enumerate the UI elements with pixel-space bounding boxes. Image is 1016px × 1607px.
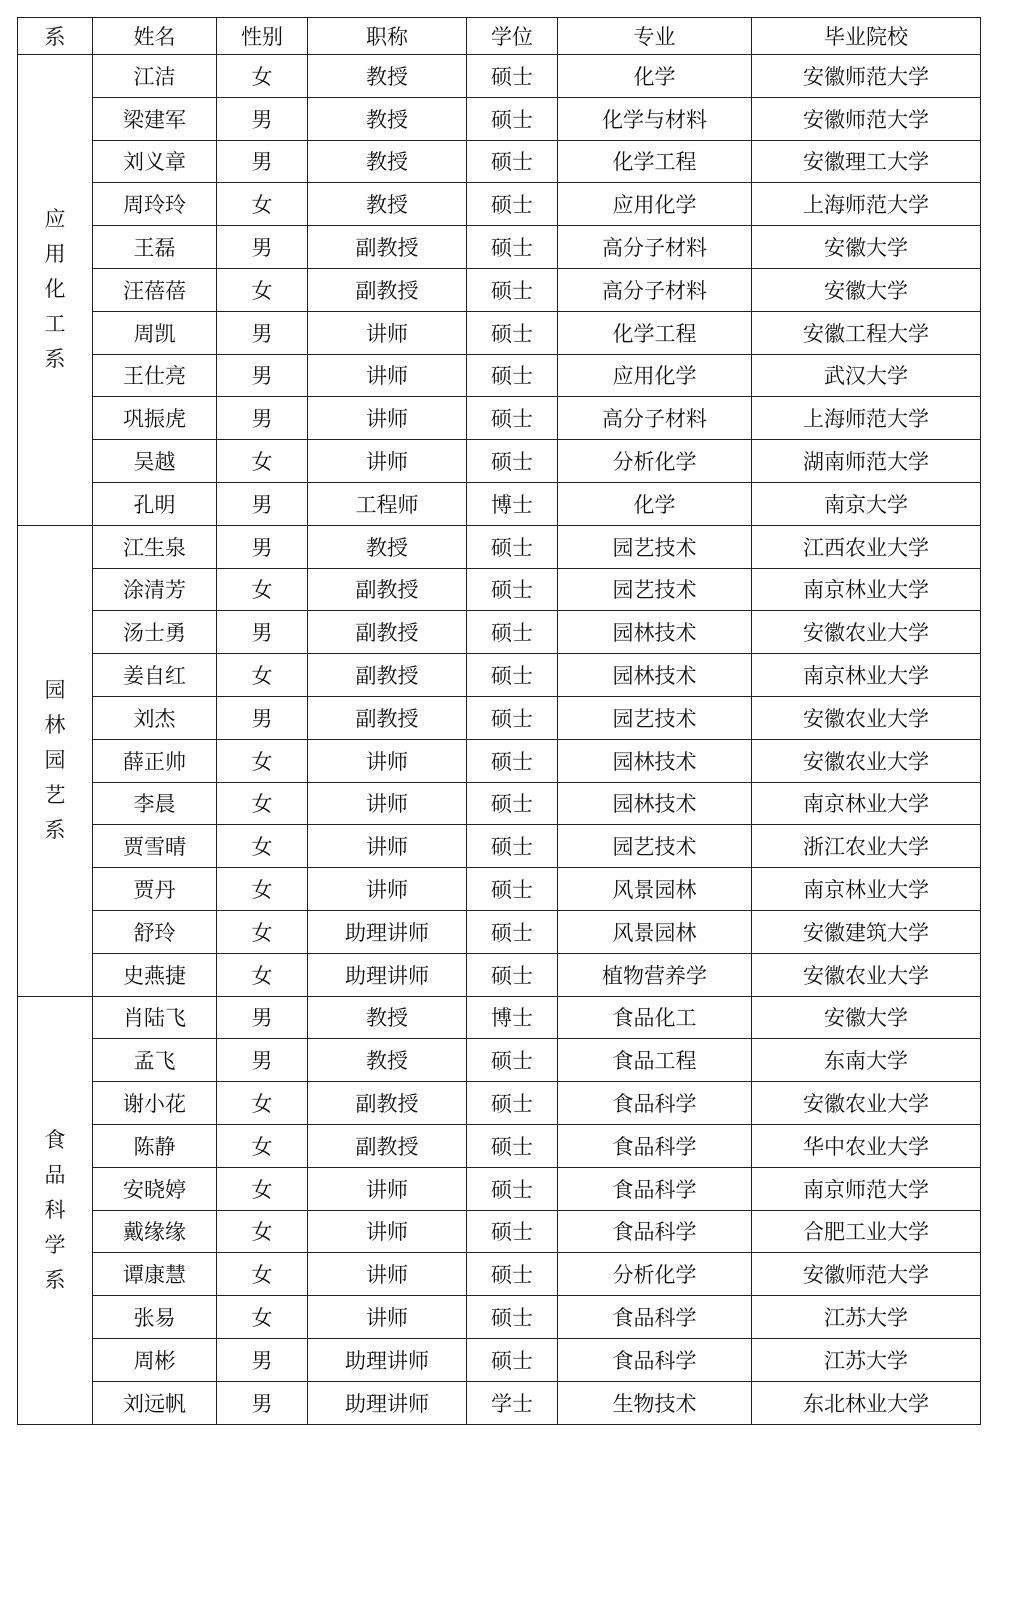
title-cell: 副教授 bbox=[308, 226, 467, 269]
header-degree: 学位 bbox=[467, 18, 558, 55]
gender-cell: 女 bbox=[217, 1210, 308, 1253]
school-cell: 安徽师范大学 bbox=[752, 97, 981, 140]
name-cell: 贾雪晴 bbox=[93, 825, 217, 868]
school-cell: 安徽理工大学 bbox=[752, 140, 981, 183]
major-cell: 食品科学 bbox=[558, 1167, 752, 1210]
school-cell: 安徽大学 bbox=[752, 996, 981, 1039]
title-cell: 讲师 bbox=[308, 397, 467, 440]
major-cell: 分析化学 bbox=[558, 1253, 752, 1296]
table-row bbox=[18, 910, 981, 953]
table-body bbox=[18, 55, 981, 1425]
school-cell: 安徽农业大学 bbox=[752, 611, 981, 654]
degree-cell: 硕士 bbox=[467, 739, 558, 782]
table-row bbox=[18, 868, 981, 911]
name-cell: 张易 bbox=[93, 1296, 217, 1339]
degree-cell: 硕士 bbox=[467, 568, 558, 611]
table-row bbox=[18, 1296, 981, 1339]
department-name-char: 工 bbox=[44, 312, 66, 337]
name-cell: 巩振虎 bbox=[93, 397, 217, 440]
school-cell: 江苏大学 bbox=[752, 1338, 981, 1381]
degree-cell: 硕士 bbox=[467, 611, 558, 654]
gender-cell: 男 bbox=[217, 996, 308, 1039]
title-cell: 讲师 bbox=[308, 440, 467, 483]
degree-cell: 硕士 bbox=[467, 1039, 558, 1082]
title-cell: 副教授 bbox=[308, 1124, 467, 1167]
title-cell: 讲师 bbox=[308, 354, 467, 397]
name-cell: 王磊 bbox=[93, 226, 217, 269]
degree-cell: 硕士 bbox=[467, 268, 558, 311]
name-cell: 刘杰 bbox=[93, 696, 217, 739]
degree-cell: 硕士 bbox=[467, 226, 558, 269]
gender-cell: 女 bbox=[217, 782, 308, 825]
department-name-char: 林 bbox=[44, 713, 66, 738]
major-cell: 风景园林 bbox=[558, 910, 752, 953]
gender-cell: 女 bbox=[217, 1253, 308, 1296]
department-name-char: 艺 bbox=[44, 783, 66, 808]
major-cell: 园林技术 bbox=[558, 654, 752, 697]
name-cell: 谢小花 bbox=[93, 1082, 217, 1125]
school-cell: 上海师范大学 bbox=[752, 183, 981, 226]
school-cell: 安徽师范大学 bbox=[752, 1253, 981, 1296]
title-cell: 讲师 bbox=[308, 1253, 467, 1296]
major-cell: 食品科学 bbox=[558, 1124, 752, 1167]
school-cell: 东南大学 bbox=[752, 1039, 981, 1082]
gender-cell: 女 bbox=[217, 739, 308, 782]
major-cell: 应用化学 bbox=[558, 354, 752, 397]
title-cell: 助理讲师 bbox=[308, 910, 467, 953]
school-cell: 南京师范大学 bbox=[752, 1167, 981, 1210]
table-row bbox=[18, 1167, 981, 1210]
degree-cell: 硕士 bbox=[467, 654, 558, 697]
school-cell: 安徽农业大学 bbox=[752, 953, 981, 996]
degree-cell: 硕士 bbox=[467, 440, 558, 483]
name-cell: 贾丹 bbox=[93, 868, 217, 911]
title-cell: 助理讲师 bbox=[308, 1381, 467, 1424]
gender-cell: 女 bbox=[217, 183, 308, 226]
degree-cell: 硕士 bbox=[467, 1296, 558, 1339]
major-cell: 食品科学 bbox=[558, 1210, 752, 1253]
title-cell: 讲师 bbox=[308, 1296, 467, 1339]
degree-cell: 博士 bbox=[467, 482, 558, 525]
major-cell: 生物技术 bbox=[558, 1381, 752, 1424]
gender-cell: 女 bbox=[217, 910, 308, 953]
department-name-char: 食 bbox=[44, 1127, 66, 1152]
school-cell: 华中农业大学 bbox=[752, 1124, 981, 1167]
school-cell: 安徽建筑大学 bbox=[752, 910, 981, 953]
school-cell: 安徽师范大学 bbox=[752, 55, 981, 98]
gender-cell: 女 bbox=[217, 1082, 308, 1125]
name-cell: 周凯 bbox=[93, 311, 217, 354]
degree-cell: 硕士 bbox=[467, 397, 558, 440]
gender-cell: 男 bbox=[217, 611, 308, 654]
title-cell: 副教授 bbox=[308, 568, 467, 611]
name-cell: 吴越 bbox=[93, 440, 217, 483]
degree-cell: 硕士 bbox=[467, 696, 558, 739]
degree-cell: 硕士 bbox=[467, 354, 558, 397]
name-cell: 周玲玲 bbox=[93, 183, 217, 226]
title-cell: 助理讲师 bbox=[308, 1338, 467, 1381]
gender-cell: 女 bbox=[217, 268, 308, 311]
department-name-char: 品 bbox=[44, 1162, 66, 1187]
major-cell: 食品科学 bbox=[558, 1082, 752, 1125]
school-cell: 安徽农业大学 bbox=[752, 739, 981, 782]
gender-cell: 女 bbox=[217, 55, 308, 98]
name-cell: 孟飞 bbox=[93, 1039, 217, 1082]
degree-cell: 硕士 bbox=[467, 953, 558, 996]
title-cell: 教授 bbox=[308, 97, 467, 140]
major-cell: 食品化工 bbox=[558, 996, 752, 1039]
gender-cell: 男 bbox=[217, 354, 308, 397]
department-name-char: 科 bbox=[44, 1197, 66, 1222]
name-cell: 刘远帆 bbox=[93, 1381, 217, 1424]
school-cell: 东北林业大学 bbox=[752, 1381, 981, 1424]
gender-cell: 男 bbox=[217, 525, 308, 568]
major-cell: 园林技术 bbox=[558, 611, 752, 654]
header-name: 姓名 bbox=[93, 18, 217, 55]
table-row bbox=[18, 696, 981, 739]
table-row bbox=[18, 1338, 981, 1381]
name-cell: 安晓婷 bbox=[93, 1167, 217, 1210]
gender-cell: 女 bbox=[217, 568, 308, 611]
gender-cell: 男 bbox=[217, 226, 308, 269]
major-cell: 高分子材料 bbox=[558, 397, 752, 440]
major-cell: 化学工程 bbox=[558, 140, 752, 183]
name-cell: 李晨 bbox=[93, 782, 217, 825]
name-cell: 汤士勇 bbox=[93, 611, 217, 654]
name-cell: 肖陆飞 bbox=[93, 996, 217, 1039]
major-cell: 食品科学 bbox=[558, 1338, 752, 1381]
header-gender: 性别 bbox=[217, 18, 308, 55]
major-cell: 化学 bbox=[558, 482, 752, 525]
gender-cell: 男 bbox=[217, 1039, 308, 1082]
degree-cell: 硕士 bbox=[467, 1338, 558, 1381]
table-row bbox=[18, 482, 981, 525]
table-row bbox=[18, 1381, 981, 1424]
table-row bbox=[18, 611, 981, 654]
major-cell: 园艺技术 bbox=[558, 525, 752, 568]
title-cell: 工程师 bbox=[308, 482, 467, 525]
department-name-char: 园 bbox=[44, 748, 66, 773]
title-cell: 教授 bbox=[308, 525, 467, 568]
name-cell: 王仕亮 bbox=[93, 354, 217, 397]
degree-cell: 硕士 bbox=[467, 55, 558, 98]
department-cell bbox=[18, 996, 93, 1424]
school-cell: 江苏大学 bbox=[752, 1296, 981, 1339]
school-cell: 安徽大学 bbox=[752, 268, 981, 311]
school-cell: 江西农业大学 bbox=[752, 525, 981, 568]
name-cell: 周彬 bbox=[93, 1338, 217, 1381]
table-row bbox=[18, 1082, 981, 1125]
school-cell: 南京林业大学 bbox=[752, 568, 981, 611]
header-school: 毕业院校 bbox=[752, 18, 981, 55]
degree-cell: 硕士 bbox=[467, 1082, 558, 1125]
title-cell: 副教授 bbox=[308, 1082, 467, 1125]
table-row bbox=[18, 440, 981, 483]
table-row bbox=[18, 268, 981, 311]
title-cell: 讲师 bbox=[308, 311, 467, 354]
major-cell: 食品工程 bbox=[558, 1039, 752, 1082]
gender-cell: 男 bbox=[217, 140, 308, 183]
name-cell: 姜自红 bbox=[93, 654, 217, 697]
degree-cell: 硕士 bbox=[467, 1167, 558, 1210]
name-cell: 孔明 bbox=[93, 482, 217, 525]
name-cell: 刘义章 bbox=[93, 140, 217, 183]
degree-cell: 学士 bbox=[467, 1381, 558, 1424]
school-cell: 南京林业大学 bbox=[752, 654, 981, 697]
degree-cell: 硕士 bbox=[467, 311, 558, 354]
title-cell: 助理讲师 bbox=[308, 953, 467, 996]
name-cell: 梁建军 bbox=[93, 97, 217, 140]
title-cell: 讲师 bbox=[308, 739, 467, 782]
title-cell: 教授 bbox=[308, 140, 467, 183]
school-cell: 上海师范大学 bbox=[752, 397, 981, 440]
table-row bbox=[18, 739, 981, 782]
school-cell: 安徽大学 bbox=[752, 226, 981, 269]
school-cell: 安徽工程大学 bbox=[752, 311, 981, 354]
department-name-char: 化 bbox=[44, 277, 66, 302]
name-cell: 江洁 bbox=[93, 55, 217, 98]
table-row bbox=[18, 354, 981, 397]
degree-cell: 博士 bbox=[467, 996, 558, 1039]
major-cell: 高分子材料 bbox=[558, 268, 752, 311]
gender-cell: 男 bbox=[217, 1338, 308, 1381]
school-cell: 安徽农业大学 bbox=[752, 1082, 981, 1125]
name-cell: 史燕捷 bbox=[93, 953, 217, 996]
degree-cell: 硕士 bbox=[467, 1124, 558, 1167]
school-cell: 安徽农业大学 bbox=[752, 696, 981, 739]
degree-cell: 硕士 bbox=[467, 97, 558, 140]
school-cell: 武汉大学 bbox=[752, 354, 981, 397]
table-row bbox=[18, 782, 981, 825]
department-name-char: 园 bbox=[44, 678, 66, 703]
gender-cell: 男 bbox=[217, 696, 308, 739]
major-cell: 应用化学 bbox=[558, 183, 752, 226]
gender-cell: 男 bbox=[217, 311, 308, 354]
header-department: 系 bbox=[18, 18, 93, 55]
major-cell: 风景园林 bbox=[558, 868, 752, 911]
major-cell: 高分子材料 bbox=[558, 226, 752, 269]
gender-cell: 女 bbox=[217, 868, 308, 911]
table-row bbox=[18, 1039, 981, 1082]
department-name bbox=[18, 202, 92, 377]
major-cell: 植物营养学 bbox=[558, 953, 752, 996]
table-row bbox=[18, 140, 981, 183]
table-row bbox=[18, 226, 981, 269]
gender-cell: 男 bbox=[217, 482, 308, 525]
department-name bbox=[18, 673, 92, 848]
major-cell: 分析化学 bbox=[558, 440, 752, 483]
header-title: 职称 bbox=[308, 18, 467, 55]
name-cell: 薛正帅 bbox=[93, 739, 217, 782]
name-cell: 戴缘缘 bbox=[93, 1210, 217, 1253]
title-cell: 讲师 bbox=[308, 782, 467, 825]
header-major: 专业 bbox=[558, 18, 752, 55]
major-cell: 园艺技术 bbox=[558, 696, 752, 739]
major-cell: 园林技术 bbox=[558, 739, 752, 782]
title-cell: 副教授 bbox=[308, 696, 467, 739]
header-row bbox=[18, 18, 981, 55]
gender-cell: 女 bbox=[217, 1124, 308, 1167]
table-row bbox=[18, 1253, 981, 1296]
title-cell: 副教授 bbox=[308, 611, 467, 654]
table-row bbox=[18, 1210, 981, 1253]
title-cell: 讲师 bbox=[308, 1210, 467, 1253]
major-cell: 化学 bbox=[558, 55, 752, 98]
table-row bbox=[18, 183, 981, 226]
department-name-char: 系 bbox=[44, 347, 66, 372]
name-cell: 涂清芳 bbox=[93, 568, 217, 611]
table-row bbox=[18, 825, 981, 868]
school-cell: 南京林业大学 bbox=[752, 782, 981, 825]
gender-cell: 女 bbox=[217, 654, 308, 697]
department-name-char: 应 bbox=[44, 207, 66, 232]
name-cell: 江生泉 bbox=[93, 525, 217, 568]
table-row bbox=[18, 97, 981, 140]
title-cell: 讲师 bbox=[308, 868, 467, 911]
department-name-char: 用 bbox=[44, 242, 66, 267]
title-cell: 教授 bbox=[308, 55, 467, 98]
table-row bbox=[18, 568, 981, 611]
table-row bbox=[18, 55, 981, 98]
title-cell: 教授 bbox=[308, 1039, 467, 1082]
degree-cell: 硕士 bbox=[467, 183, 558, 226]
department-name bbox=[18, 1123, 92, 1298]
school-cell: 湖南师范大学 bbox=[752, 440, 981, 483]
school-cell: 合肥工业大学 bbox=[752, 1210, 981, 1253]
degree-cell: 硕士 bbox=[467, 910, 558, 953]
title-cell: 讲师 bbox=[308, 1167, 467, 1210]
degree-cell: 硕士 bbox=[467, 140, 558, 183]
gender-cell: 女 bbox=[217, 953, 308, 996]
name-cell: 谭康慧 bbox=[93, 1253, 217, 1296]
department-cell bbox=[18, 525, 93, 996]
department-name-char: 系 bbox=[44, 1267, 66, 1292]
table-row bbox=[18, 397, 981, 440]
school-cell: 南京林业大学 bbox=[752, 868, 981, 911]
table-row bbox=[18, 1124, 981, 1167]
degree-cell: 硕士 bbox=[467, 525, 558, 568]
major-cell: 园林技术 bbox=[558, 782, 752, 825]
gender-cell: 男 bbox=[217, 1381, 308, 1424]
gender-cell: 女 bbox=[217, 825, 308, 868]
name-cell: 陈静 bbox=[93, 1124, 217, 1167]
title-cell: 教授 bbox=[308, 996, 467, 1039]
gender-cell: 女 bbox=[217, 1296, 308, 1339]
major-cell: 化学与材料 bbox=[558, 97, 752, 140]
table-row bbox=[18, 525, 981, 568]
department-cell bbox=[18, 55, 93, 526]
staff-table bbox=[17, 17, 981, 1425]
table-row bbox=[18, 654, 981, 697]
title-cell: 讲师 bbox=[308, 825, 467, 868]
degree-cell: 硕士 bbox=[467, 1210, 558, 1253]
major-cell: 园艺技术 bbox=[558, 825, 752, 868]
gender-cell: 男 bbox=[217, 397, 308, 440]
degree-cell: 硕士 bbox=[467, 868, 558, 911]
degree-cell: 硕士 bbox=[467, 825, 558, 868]
name-cell: 汪蓓蓓 bbox=[93, 268, 217, 311]
school-cell: 浙江农业大学 bbox=[752, 825, 981, 868]
department-name-char: 系 bbox=[44, 818, 66, 843]
school-cell: 南京大学 bbox=[752, 482, 981, 525]
title-cell: 副教授 bbox=[308, 268, 467, 311]
gender-cell: 女 bbox=[217, 1167, 308, 1210]
gender-cell: 女 bbox=[217, 440, 308, 483]
table-row bbox=[18, 311, 981, 354]
degree-cell: 硕士 bbox=[467, 782, 558, 825]
title-cell: 教授 bbox=[308, 183, 467, 226]
title-cell: 副教授 bbox=[308, 654, 467, 697]
department-name-char: 学 bbox=[44, 1232, 66, 1257]
table-row bbox=[18, 996, 981, 1039]
gender-cell: 男 bbox=[217, 97, 308, 140]
major-cell: 园艺技术 bbox=[558, 568, 752, 611]
table-row bbox=[18, 953, 981, 996]
name-cell: 舒玲 bbox=[93, 910, 217, 953]
degree-cell: 硕士 bbox=[467, 1253, 558, 1296]
major-cell: 化学工程 bbox=[558, 311, 752, 354]
major-cell: 食品科学 bbox=[558, 1296, 752, 1339]
